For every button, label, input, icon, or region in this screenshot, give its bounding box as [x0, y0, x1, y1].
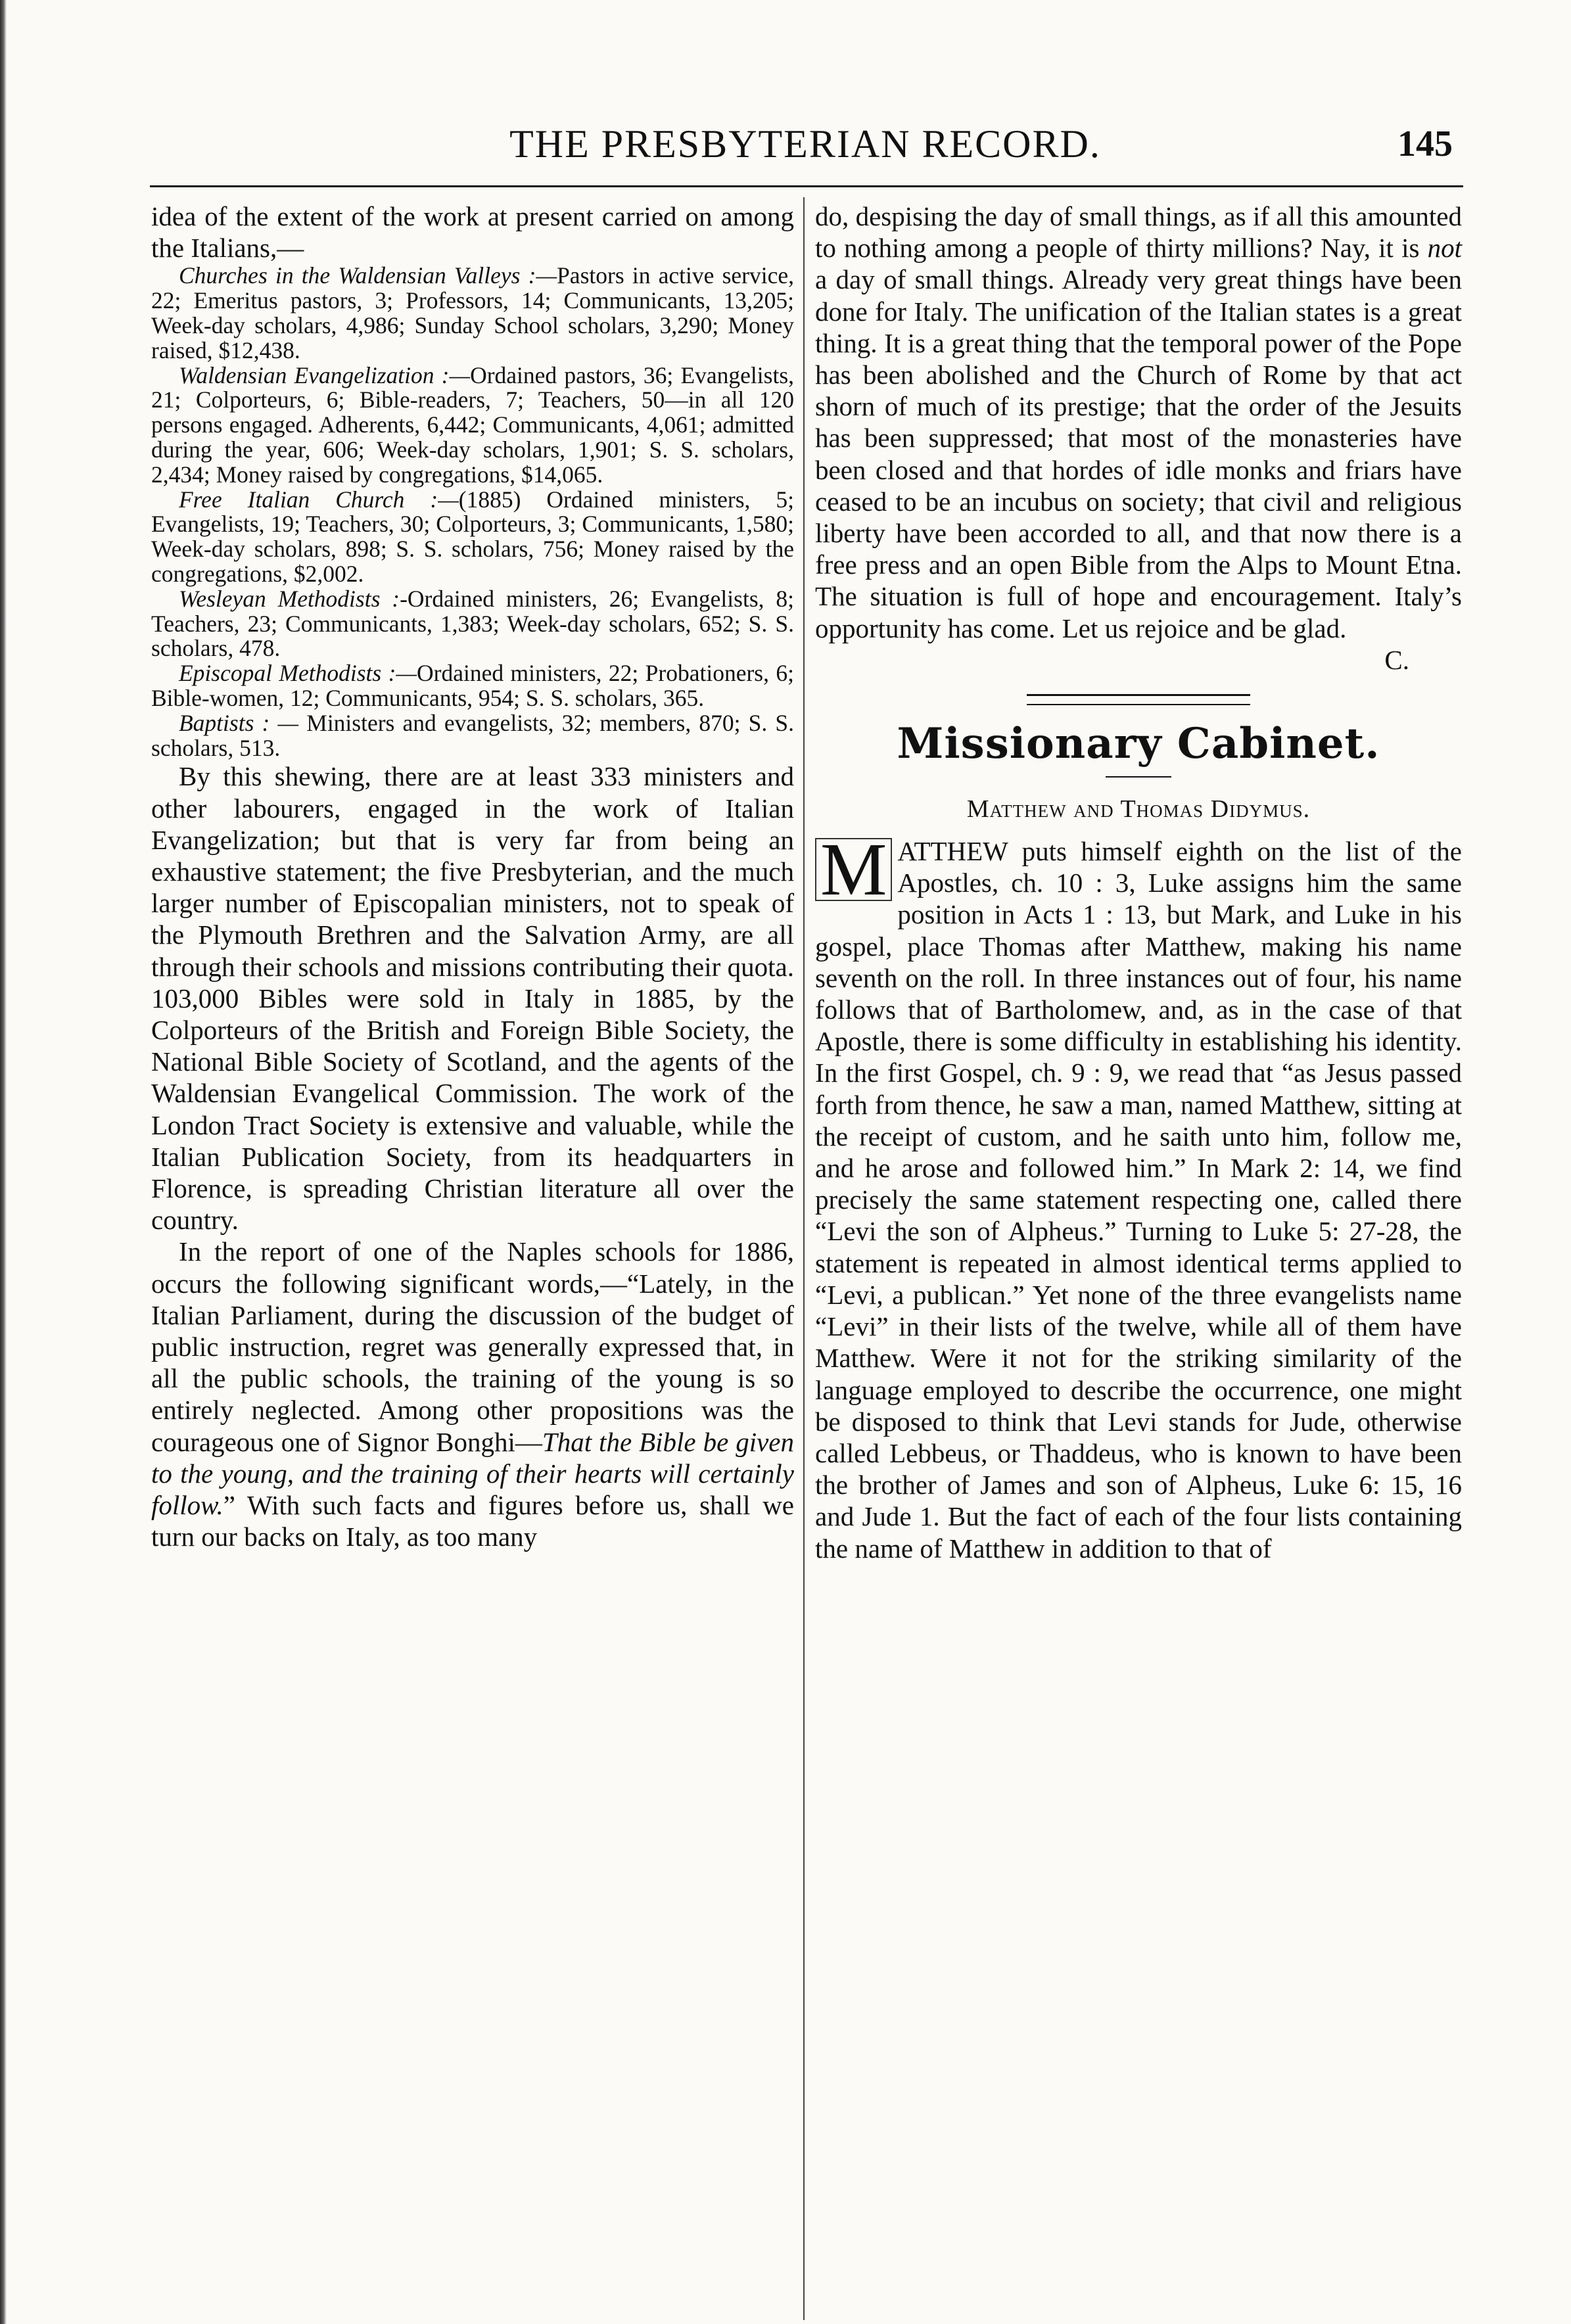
right-column	[815, 200, 1462, 1564]
running-title: THE PRESBYTERIAN RECORD.	[509, 122, 1101, 166]
page-header	[151, 122, 1459, 174]
section-rule	[1027, 694, 1250, 705]
stat-text: Ordained pastors, 36; Evangelists, 21; Colporteurs, 6; Bible-readers, 7; Teachers, 50—in all 120 persons engaged. Adherents, 6,442; Communicants, 4,061; admitted during the year, 606; Week-day scholars, 1,901; S. S. scholars, 2,434; Money raised by congregations, $14,065.	[151, 361, 795, 488]
bonghi-quote: That the Bible be given to the young, and the training of their hearts will certainly follow.	[151, 1426, 794, 1521]
stat-baptists	[151, 711, 794, 761]
section-title: Missionary Cabinet.	[897, 719, 1380, 769]
stat-wesleyan-methodists	[151, 587, 794, 661]
stat-text: Pastors in active service, 22; Emeritus pastors, 3; Professors, 14; Communicants, 13,205; Week-day scholars, 4,986; Sunday School scholars, 3,290; Money raised, $12,438.	[151, 262, 794, 363]
stat-free-italian-church	[151, 488, 794, 587]
paragraph-text: In the report of one of the Naples schools for 1886, occurs the following significant words,—“Lately, in the Italian Parliament, during the discussion of the budget of public instruction, regret was generally expressed that, in all the public schools, the training of the young is so entirely neglected. Among other propositions was the courageous one of Signor Bonghi—	[151, 1236, 794, 1457]
scan-edge	[0, 0, 7, 2324]
stat-label: Free Italian Church :—	[179, 486, 459, 513]
stat-waldensian-valleys	[151, 264, 794, 363]
continued-paragraph	[815, 200, 1462, 644]
left-column	[151, 200, 794, 1552]
stat-text: Ordained ministers, 22; Probationers, 6; Bible-women, 12; Communicants, 954; S. S. scholars, 365.	[151, 660, 795, 711]
stat-label: Baptists : —	[179, 709, 307, 736]
header-rule	[150, 185, 1463, 187]
paragraph-text: a day of small things. Already very great things have been done for Italy. The unification of the Italian states is a great thing. It is a great thing that the temporal power of the Pope has been abolished and the Church of Rome by that act shorn of much of its prestige; that the order of the Jesuits has been suppressed; that most of the monasteries have been closed and that hordes of idle monks and friars have ceased to be an incubus on society; that civil and religious liberty have been accorded to all, and that now there is a free press and an open Bible from the Alps to Mount Etna. The situation is full of hope and encouragement. Italy’s opportunity has come. Let us rejoice and be glad.	[815, 264, 1462, 643]
stat-label: Churches in the Waldensian Valleys :—	[179, 262, 557, 289]
paragraph-naples-report	[151, 1236, 794, 1552]
paragraph-text: ” With such facts and figures before us, shall we turn our backs on Italy, as too many	[151, 1490, 794, 1552]
page-number: 145	[1397, 124, 1453, 164]
stat-text: (1885) Ordained ministers, 5; Evangelists, 19; Teachers, 30; Colporteurs, 3; Communicants, 1,580; Week-day scholars, 898; S. S. scholars, 756; Money raised by the congregations, $2,002.	[151, 486, 794, 587]
stat-label: Waldensian Evangelization :—	[179, 361, 471, 388]
stat-text: Ministers and evangelists, 32; members, 870; S. S. scholars, 513.	[151, 709, 794, 761]
article-body	[815, 827, 1462, 1564]
emphasis-word: not	[1427, 233, 1462, 264]
stat-waldensian-evangelization	[151, 363, 794, 488]
paragraph-text: do, despising the day of small things, as if all this amounted to nothing among a people of thirty millions? Nay, it is	[815, 201, 1462, 264]
intro-paragraph: idea of the extent of the work at present carried on among the Italians,—	[151, 201, 794, 264]
drop-cap: M	[815, 838, 892, 901]
paragraph-evangelization-summary: By this shewing, there are at least 333 ministers and other labourers, engaged in the work of Italian Evangelization; but that is very far from being an exhaustive statement; the five Presbyterian, and the much larger number of Episcopalian ministers, not to speak of the Plymouth Brethren and the Salvation Army, are all through their schools and missions contributing their quota. 103,000 Bibles were sold in Italy in 1885, by the Colporteurs of the British and Foreign Bible Society, the National Bible Society of Scotland, and the agents of the Waldensian Evangelical Commission. The work of the London Tract Society is extensive and valuable, while the Italian Publication Society, from its headquarters in Florence, is spreading Christian literature all over the country.	[151, 761, 794, 1236]
stat-text: Ordained ministers, 26; Evangelists, 8; Teachers, 23; Communicants, 1,383; Week-day scholars, 652; S. S. scholars, 478.	[151, 585, 794, 662]
stat-label: Episcopal Methodists :—	[179, 660, 417, 687]
stat-episcopal-methodists	[151, 661, 794, 711]
column-divider	[803, 197, 805, 2320]
article-title: Matthew and Thomas Didymus.	[966, 795, 1311, 824]
title-rule	[1106, 776, 1171, 778]
article-text: ATTHEW puts himself eighth on the list of the Apostles, ch. 10 : 3, Luke assigns him the same position in Acts 1 : 13, but Mark, and Luke in his gospel, place Thomas after Matthew, making his name seventh on the roll. In three instances out of four, his name follows that of Bartholomew, and, as in the case of that Apostle, there is some difficulty in establishing his identity. In the first Gospel, ch. 9 : 9, we read that “as Jesus passed forth from thence, he saw a man, named Matthew, sitting at the receipt of custom, and he saith unto him, follow me, and he arose and followed him.” In Mark 2: 14, we find precisely the same statement respecting one, called there “Levi the son of Alpheus.” Turning to Luke 5: 27-28, the statement is repeated in almost identical terms applied to “Levi, a publican.” Yet none of the three evangelists name “Levi” in their lists of the twelve, while all of them have Matthew. Were it not for the striking similarity of the language employed to describe the occurrence, one might be disposed to think that Levi stands for Jude, otherwise called Lebbeus, or Thaddeus, who is known to have been the brother of James and son of Alpheus, Luke 6: 15, 16 and Jude 1. But the fact of each of the four lists containing the name of Matthew in addition to that of	[815, 836, 1462, 1564]
signature: C.	[1384, 644, 1409, 675]
stat-label: Wesleyan Methodists :-	[179, 585, 408, 612]
